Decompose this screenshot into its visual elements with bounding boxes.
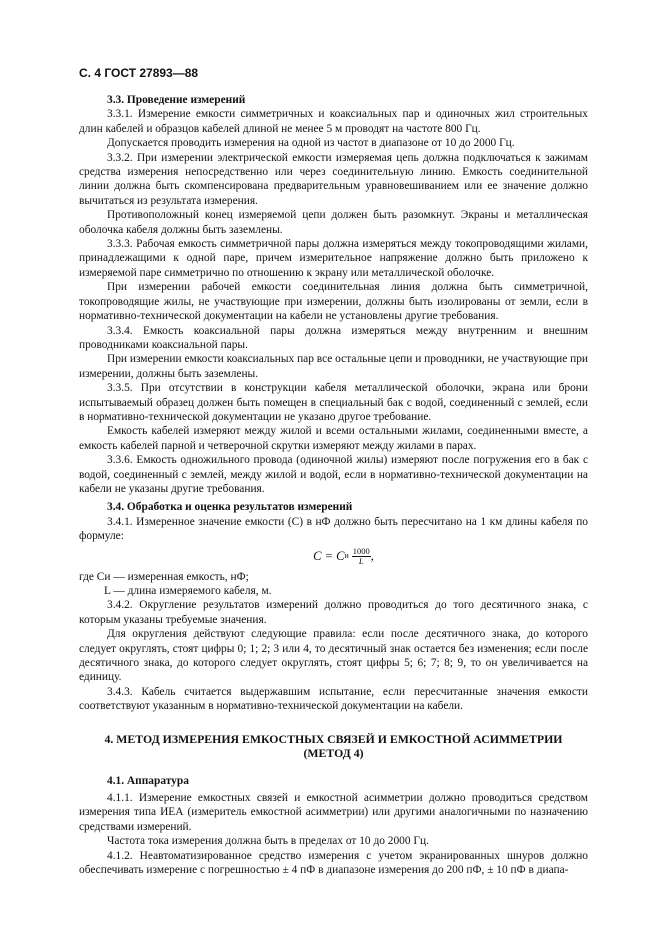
formula-tail: , (370, 549, 374, 564)
where-line-2: L — длина измеряемого кабеля, м. (104, 585, 272, 597)
paragraph-3-3-4: 3.3.4. Емкость коаксиальной пары должна измеряться между внутренним и внешним проводниками коаксиальной пары. (79, 324, 588, 351)
paragraph-3-4-2b: Для округления действуют следующие правила: если после десятичного знака, до которого следует округлять, стоят цифры 0; 1; 2; 3 или 4, то десятичный знак остается без изменения; если после десятичного знака, до которого следует округлять, стоят цифры 5; 6; 7; 8; 9, то он увеличивается на единицу. (79, 628, 588, 684)
paragraph-3-4-3: 3.4.3. Кабель считается выдержавшим испытание, если пересчитанные значения емкости соответствуют указанным в нормативно-технической документации на кабели. (79, 685, 588, 713)
paragraph-3-3-4b: При измерении емкости коаксиальных пар все остальные цепи и проводники, не участвующие при измерении, должны быть заземлены. (79, 353, 588, 380)
paragraph-3-3-2b: Противоположный конец измеряемой цепи должен быть разомкнут. Экраны и металлическая оболочка кабеля должны быть заземлены. (79, 209, 588, 236)
formula (79, 544, 588, 570)
paragraph-3-3-2: 3.3.2. При измерении электрической емкости измеряемая цепь должна подключаться к зажимам средства измерения непосредственно или через соединительную линию. Емкость соединительной линии должна быть скомпенсирована предварительным уравновешиванием или ее значение должно вычитаться из результата измерения. (79, 151, 588, 207)
paragraph-3-3-5: 3.3.5. При отсутствии в конструкции кабеля металлической оболочки, экрана или брони испытываемый образец должен быть помещен в специальный бак с водой, соединенный с землей, если в нормативно-технической документации не указано другое требование. (79, 382, 588, 423)
paragraph-4-1-1: 4.1.1. Измерение емкостных связей и емкостной асимметрии должно проводиться средством измерения типа ИЕА (измеритель емкостной асимметрии) или другими аналогичными по назначению средствами измерений. (79, 792, 588, 833)
paragraph-3-3-3: 3.3.3. Рабочая емкость симметричной пары должна измеряться между токопроводящими жилами, принадлежащими к одной паре, причем измерительное напряжение должно быть приложено к измеряемой паре симметрично по отношению к экрану или металлической оболочке. (79, 238, 588, 279)
formula-numerator: 1000 (352, 546, 370, 557)
formula-fraction (352, 547, 371, 566)
section-4-heading (79, 732, 588, 760)
where-line-1: где Cи — измеренная емкость, нФ; (79, 570, 249, 583)
formula-subscript: и (344, 551, 349, 561)
paragraph-3-3-5b: Емкость кабелей измеряют между жилой и всеми остальными жилами, соединенными вместе, а емкость кабелей парной и четверочной скрутки измеряют между жилами в парах. (79, 425, 588, 452)
paragraph-3-3-3b: При измерении рабочей емкости соединительная линия должна быть симметричной, токопроводящие жилы, не участвующие при измерении, должны быть изолированы от земли, если в нормативно-технической документации на кабели не установлены другие требования. (79, 281, 588, 323)
section-4-heading-line2: (МЕТОД 4) (303, 745, 364, 760)
formula-denominator: L (358, 556, 364, 567)
section-4-1-title: 4.1. Аппаратура (107, 774, 189, 787)
paragraph-3-4-1: 3.4.1. Измеренное значение емкости (C) в нФ должно быть пересчитано на 1 км длины кабеля по формуле: (79, 515, 588, 543)
paragraph-3-3-6: 3.3.6. Емкость одножильного провода (одиночной жилы) измеряют после погружения его в бак с водой, соединенный с землей, между жилой и водой, если в нормативно-технической документации на кабели не указаны другие требования. (79, 454, 588, 495)
section-4-heading-line1: 4. МЕТОД ИЗМЕРЕНИЯ ЕМКОСТНЫХ СВЯЗЕЙ И ЕМКОСТНОЙ АСИММЕТРИИ (104, 731, 563, 746)
paragraph-3-3-1: 3.3.1. Измерение емкости симметричных и коаксиальных пар и одиночных жил строительных длин кабелей и образцов кабелей длиной не менее 5 м проводят на частоте 800 Гц. (79, 108, 588, 135)
section-3-4-title: 3.4. Обработка и оценка результатов измерений (107, 501, 353, 514)
document-body (79, 93, 588, 878)
page-header: С. 4 ГОСТ 27893—88 (79, 66, 199, 80)
section-3-3-title: 3.3. Проведение измерений (107, 94, 246, 106)
paragraph-3-4-2: 3.4.2. Округление результатов измерений должно проводиться до того десятичного знака, с которым указаны требуемые значения. (79, 599, 588, 626)
formula-lhs: C = C (313, 549, 345, 564)
paragraph-4-1-2: 4.1.2. Неавтоматизированное средство измерения с учетом экранированных шнуров должно обеспечивать измерение с погрешностью ± 4 пФ в диапазоне измерения до 200 пФ, ± 10 пФ в диапа- (79, 849, 588, 877)
paragraph-3-3-1b: Допускается проводить измерения на одной из частот в диапазоне от 10 до 2000 Гц. (107, 137, 515, 150)
paragraph-4-1-1b: Частота тока измерения должна быть в пределах от 10 до 2000 Гц. (107, 835, 429, 848)
